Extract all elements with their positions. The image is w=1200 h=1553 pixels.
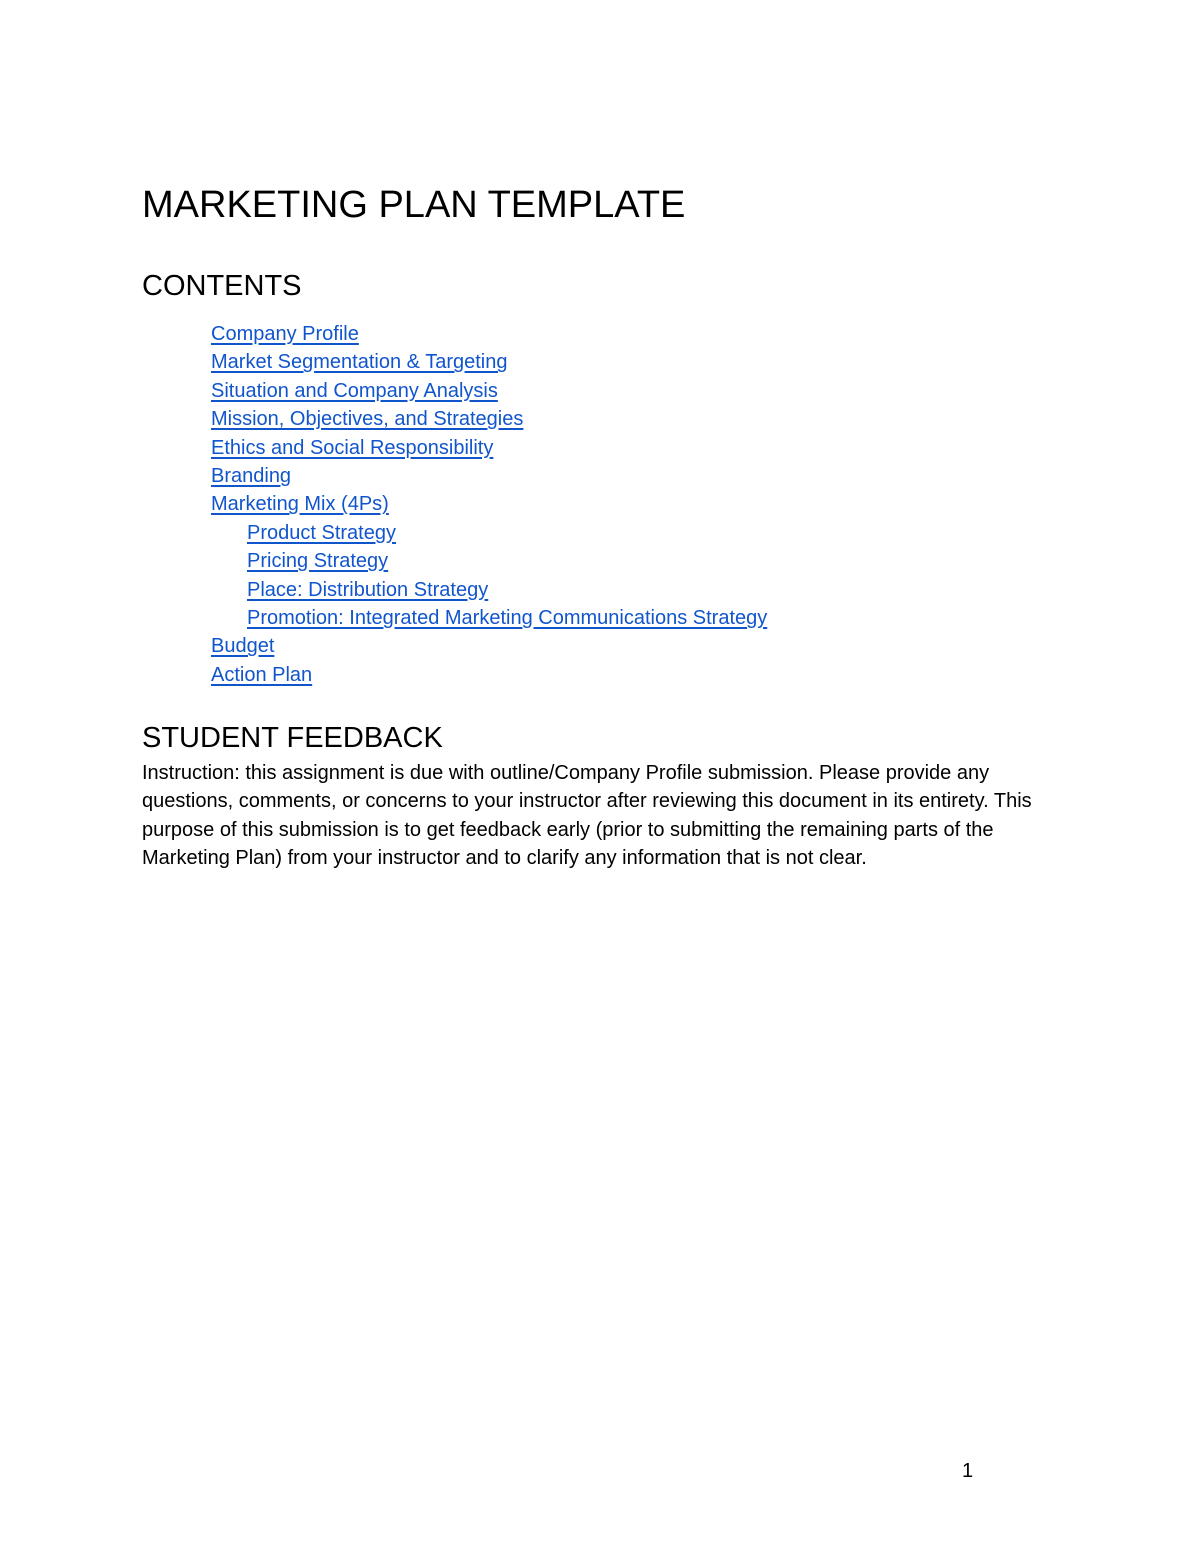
toc-link-budget[interactable]: Budget xyxy=(211,635,275,658)
toc-subitem xyxy=(211,547,767,575)
toc-item xyxy=(211,632,767,660)
student-feedback-instructions: Instruction: this assignment is due with outline/Company Profile submission. Please provide any questions, comments, or concerns to your instructor after reviewing this document in its entirety. This purpose of this submission is to get feedback early (prior to submitting the remaining parts of the Marketing Plan) from your instructor and to clarify any information that is not clear. xyxy=(142,762,1032,870)
toc-link-mission-objectives[interactable]: Mission, Objectives, and Strategies xyxy=(211,408,524,431)
toc-link-situation-analysis[interactable]: Situation and Company Analysis xyxy=(211,379,498,402)
toc-subitem xyxy=(211,604,767,632)
toc-link-pricing-strategy[interactable]: Pricing Strategy xyxy=(247,550,389,573)
toc-link-marketing-mix[interactable]: Marketing Mix (4Ps) xyxy=(211,493,389,516)
toc-link-promotion-imc[interactable]: Promotion: Integrated Marketing Communications Strategy xyxy=(247,607,768,630)
toc-link-action-plan[interactable]: Action Plan xyxy=(211,663,313,686)
toc-link-ethics[interactable]: Ethics and Social Responsibility xyxy=(211,436,494,459)
toc-item xyxy=(211,661,767,689)
toc-link-product-strategy[interactable]: Product Strategy xyxy=(247,521,396,544)
toc-item xyxy=(211,405,767,433)
toc-link-branding[interactable]: Branding xyxy=(211,465,292,488)
toc-link-company-profile[interactable]: Company Profile xyxy=(211,323,359,345)
toc-item xyxy=(211,490,767,518)
toc-item xyxy=(211,434,767,462)
contents-heading: CONTENTS xyxy=(142,270,302,302)
toc-item xyxy=(211,348,767,376)
document-title: MARKETING PLAN TEMPLATE xyxy=(142,184,686,226)
toc-item xyxy=(211,462,767,490)
toc-subitem xyxy=(211,576,767,604)
page-number: 1 xyxy=(962,1460,974,1482)
table-of-contents xyxy=(211,320,767,689)
toc-item xyxy=(211,377,767,405)
student-feedback-heading: STUDENT FEEDBACK xyxy=(142,722,443,754)
toc-link-market-segmentation[interactable]: Market Segmentation & Targeting xyxy=(211,351,508,374)
toc-item xyxy=(211,320,767,348)
toc-link-place-distribution[interactable]: Place: Distribution Strategy xyxy=(247,578,489,601)
toc-subitem xyxy=(211,519,767,547)
